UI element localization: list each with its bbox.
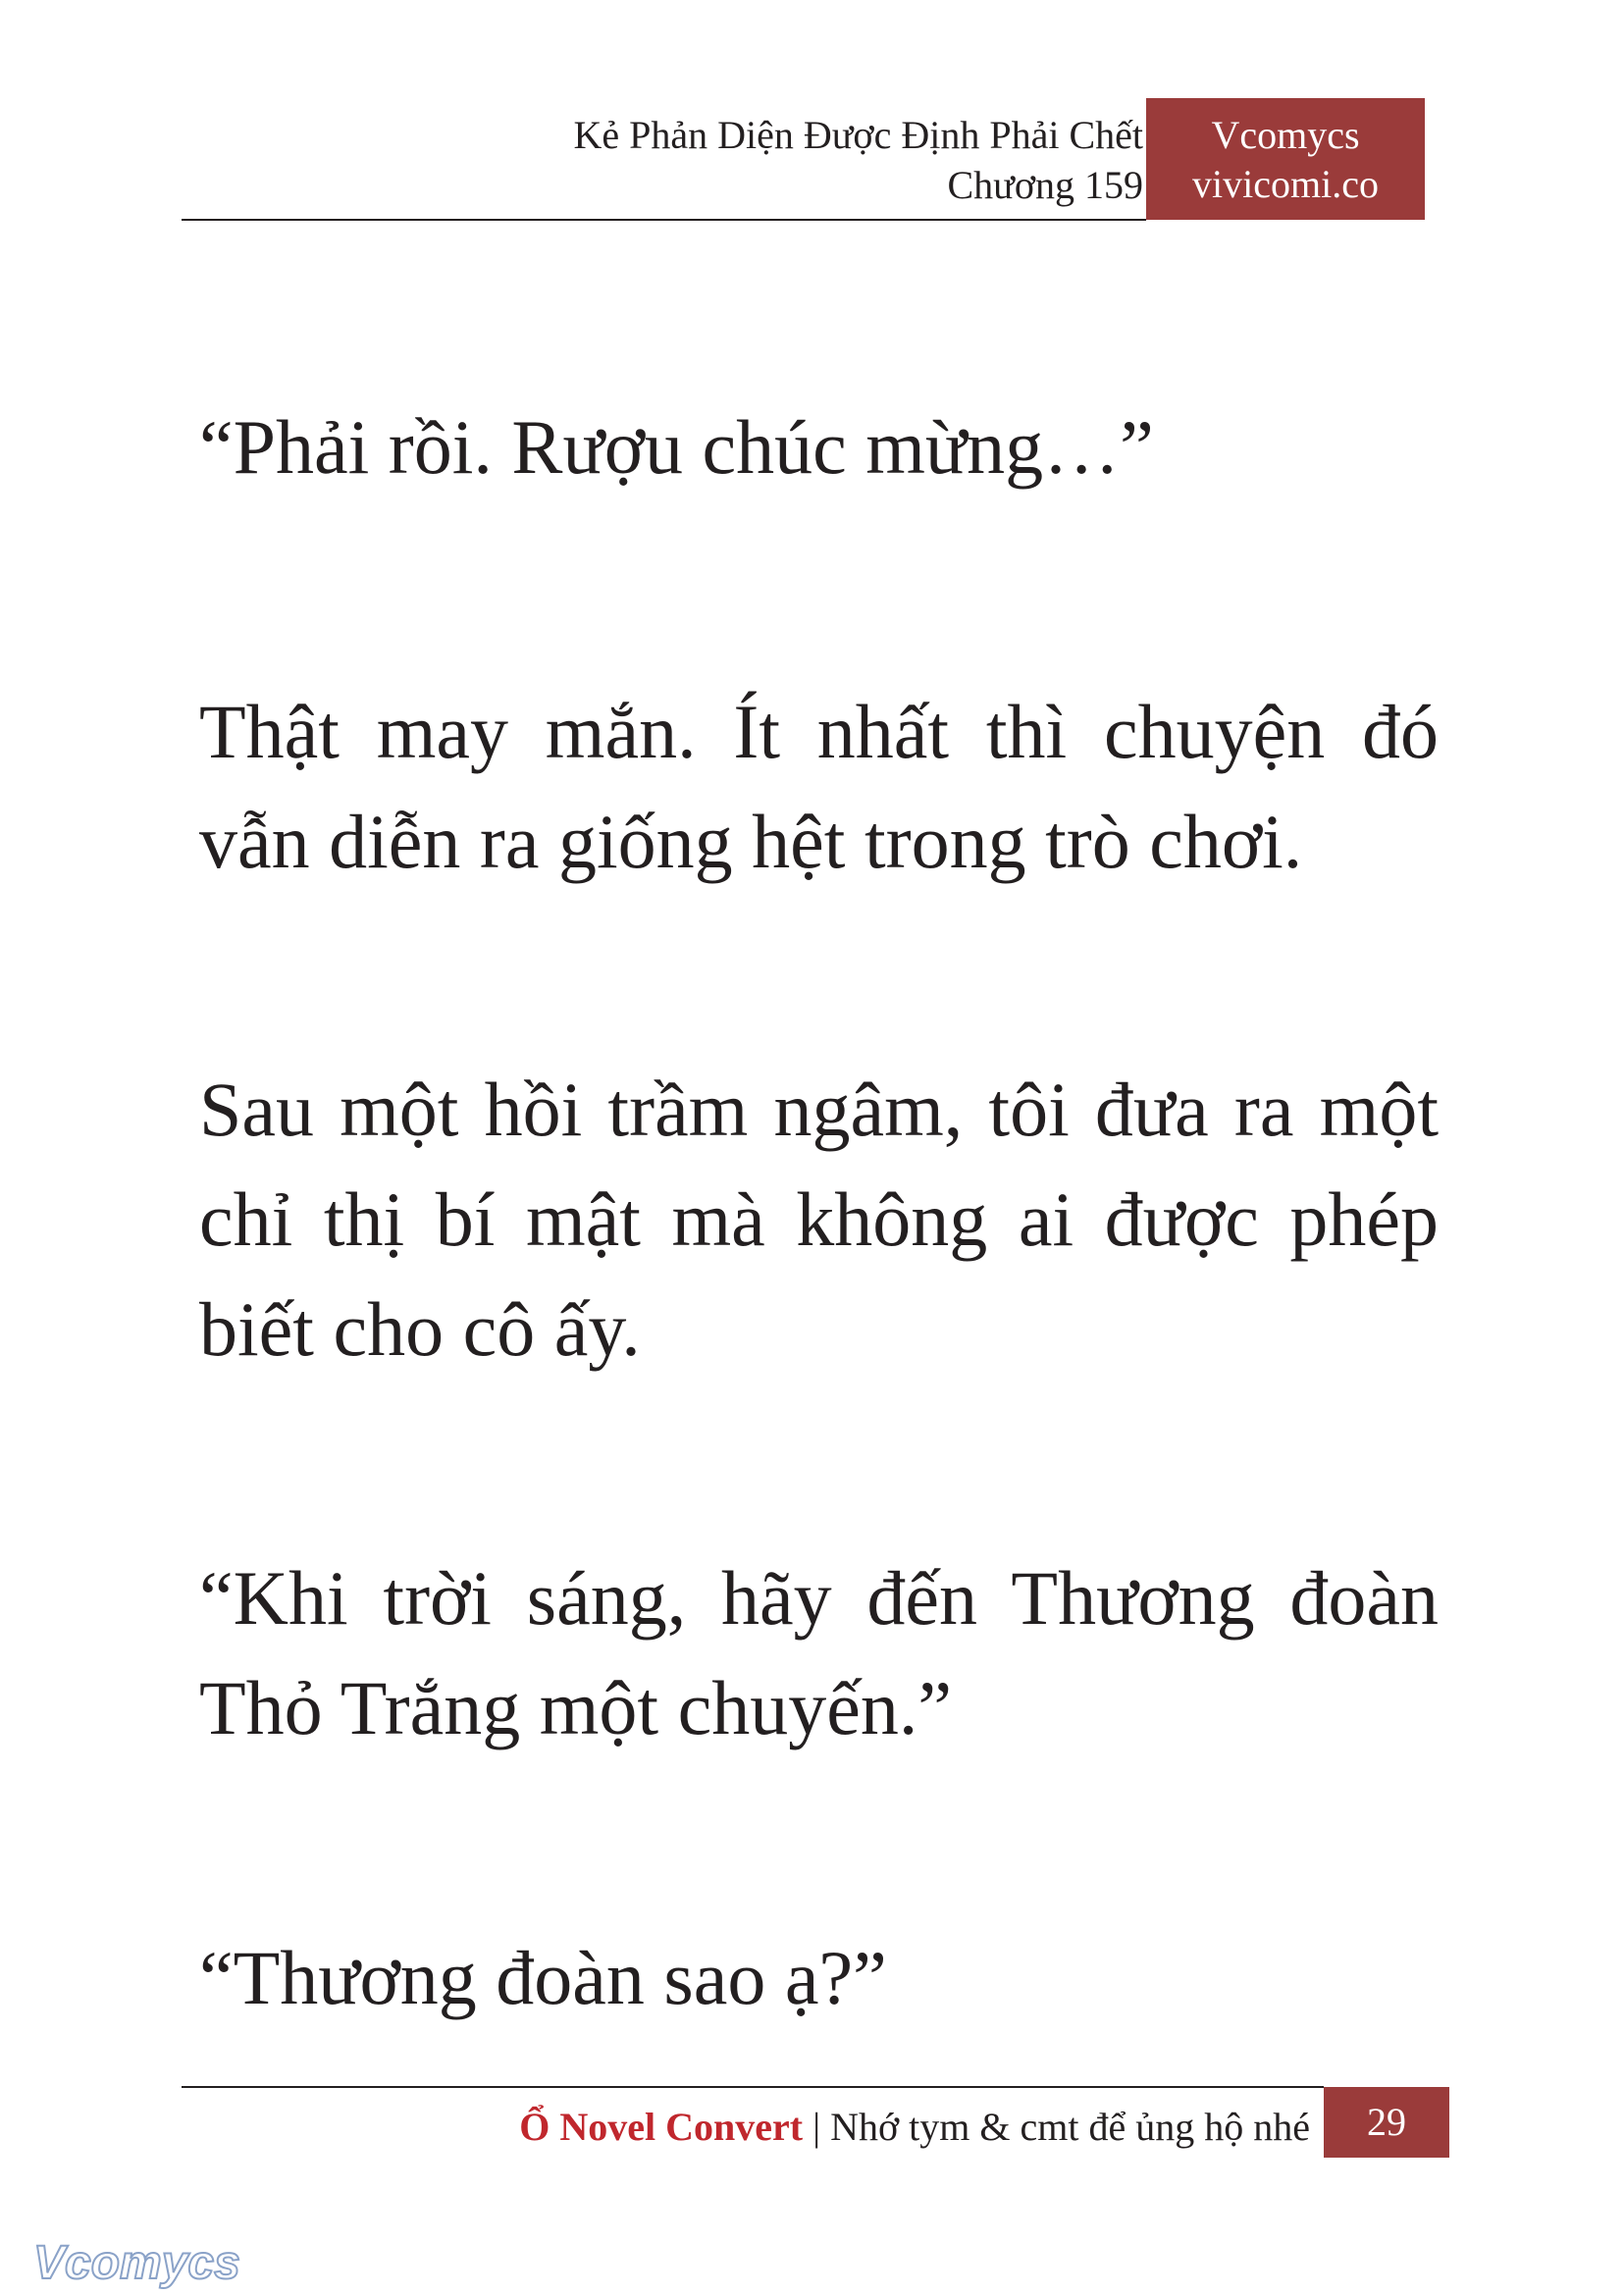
paragraph-5: “Thương đoàn sao ạ?” [199,1935,887,2020]
header-divider [182,219,1146,221]
footer-separator: | [812,2105,821,2149]
footer-divider [182,2086,1324,2088]
footer-brand: Ổ Novel Convert [519,2105,804,2149]
paragraph-4: “Khi trời sáng, hãy đến Thương đoàn Thỏ Trắng một chuyến.” [199,1555,1439,1750]
chapter-label: Chương 159 [947,163,1143,207]
badge-site-url: vivicomi.co [1192,162,1379,206]
badge-site-name: Vcomycs [1211,113,1360,157]
vcomycs-watermark-logo [29,2229,245,2294]
footer-message: Nhớ tym & cmt để ủng hộ nhé [830,2105,1310,2149]
paragraph-2: Thật may mắn. Ít nhất thì chuyện đó vẫn diễn ra giống hệt trong trò chơi. [199,689,1439,884]
watermark-text: Vcomycs [33,2237,240,2289]
paragraph-3: Sau một hồi trầm ngâm, tôi đưa ra một chỉ thị bí mật mà không ai được phép biết cho cô ấy. [199,1067,1439,1372]
book-title: Kẻ Phản Diện Được Định Phải Chết [573,113,1143,157]
paragraph-1: “Phải rồi. Rượu chúc mừng…” [199,404,1154,490]
footer-credit [519,2098,1310,2157]
header-badge [1146,98,1425,220]
header-title-block [573,110,1143,210]
page-number: 29 [1324,2087,1449,2158]
